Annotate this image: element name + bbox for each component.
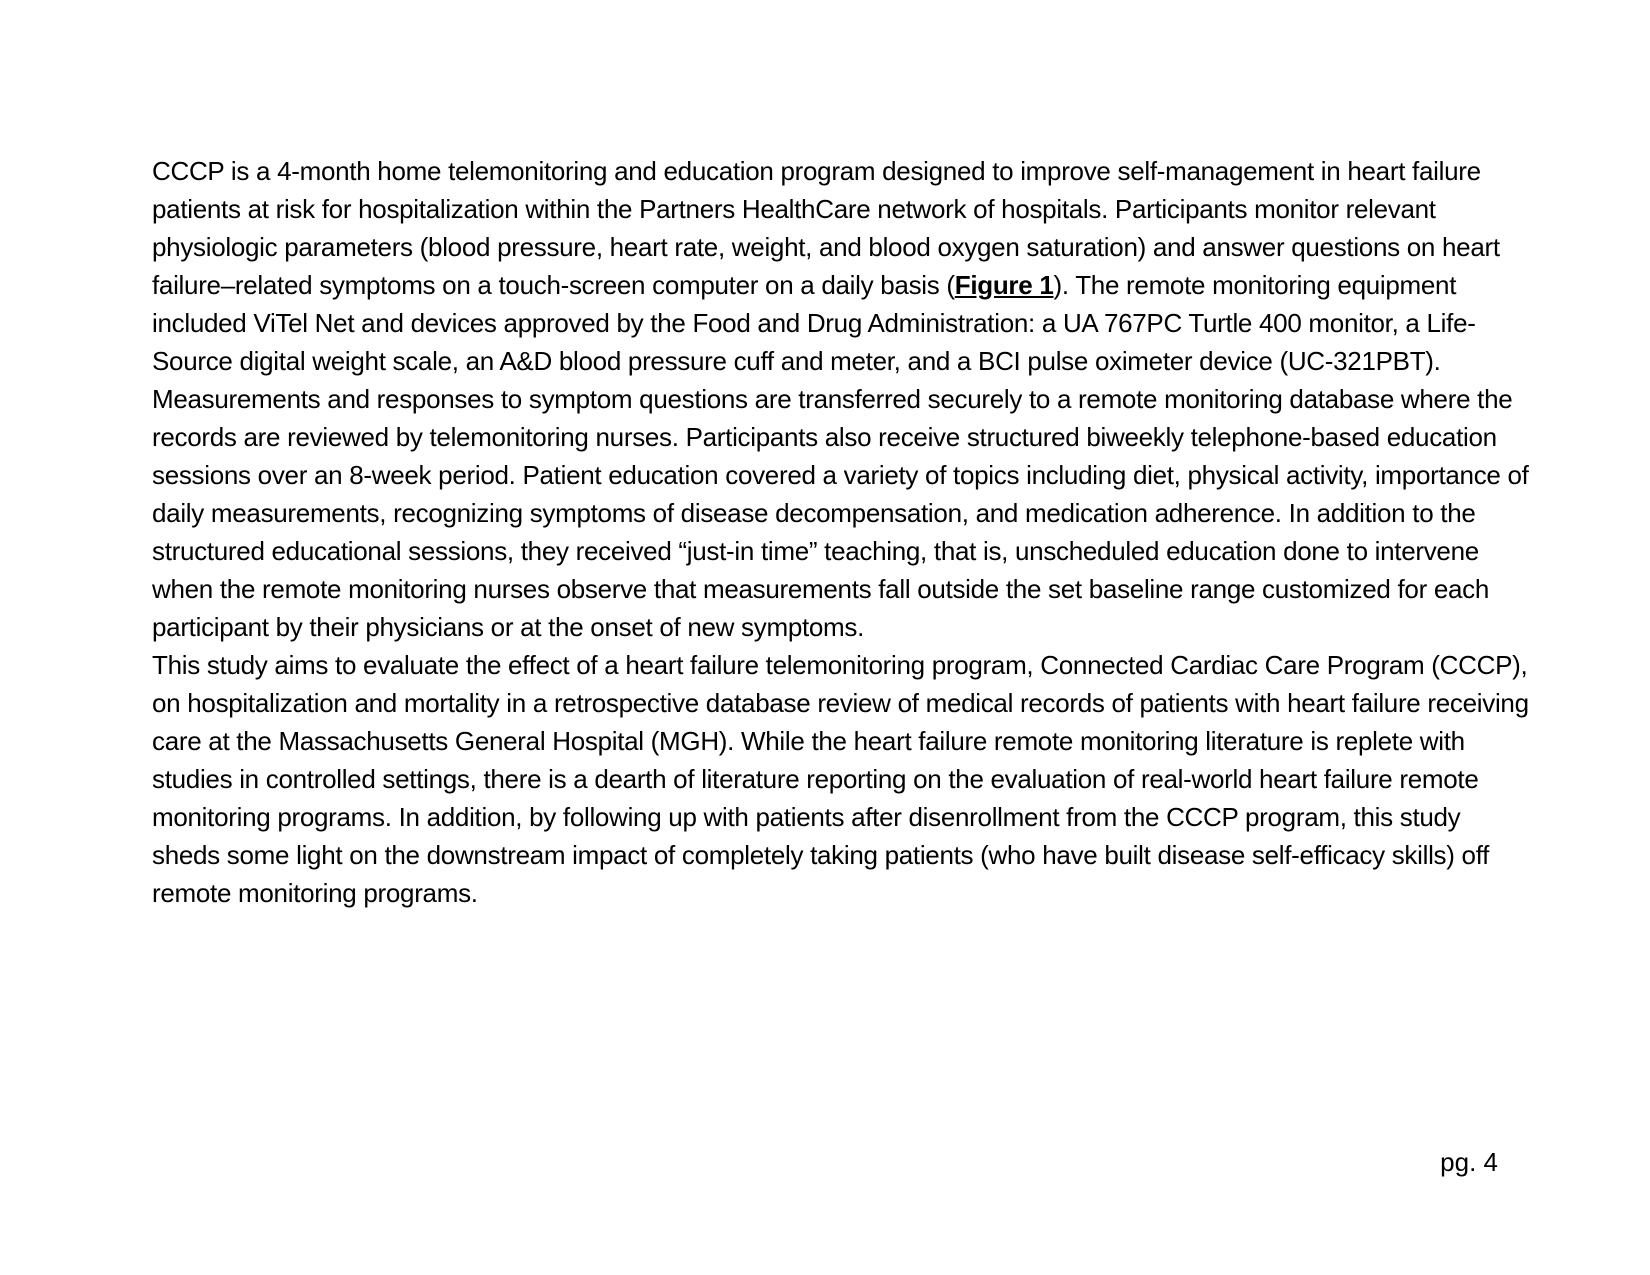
page-number: pg. 4 bbox=[1440, 1147, 1498, 1177]
paragraph-study-aims: This study aims to evaluate the effect of a heart failure telemonitoring program, Connected Cardiac Care Program (CCCP), on hospitalization and mortality in a retrospective database review of medical records of patients with heart failure receiving care at the Massachusetts General Hospital (MGH). While the heart failure remote monitoring literature is replete with studies in controlled settings, there is a dearth of literature reporting on the evaluation of real-world heart failure remote monitoring programs. In addition, by following up with patients after disenrollment from the CCCP program, this study sheds some light on the downstream impact of completely taking patients (who have built disease self-efficacy skills) off remote monitoring programs. bbox=[152, 650, 1529, 908]
body-text bbox=[152, 152, 1532, 912]
figure-1-link[interactable]: Figure 1 bbox=[954, 270, 1054, 300]
paragraph-1-text-end: ). The remote monitoring equipment included ViTel Net and devices approved by the Food and Drug Administration: a UA 767PC Turtle 400 monitor, a Life-Source digital weight scale, an A&D blood pressure cuff and meter, and a BCI pulse oximeter device (UC-321PBT). Measurements and responses to symptom questions are transferred securely to a remote monitoring database where the records are reviewed by telemonitoring nurses. Participants also receive structured biweekly telephone-based education sessions over an 8-week period. Patient education covered a variety of topics including diet, physical activity, importance of daily measurements, recognizing symptoms of disease decompensation, and medication adherence. In addition to the structured educational sessions, they received “just-in time” teaching, that is, unscheduled education done to intervene when the remote monitoring nurses observe that measurements fall outside the set baseline range customized for each participant by their physicians or at the onset of new symptoms. bbox=[152, 270, 1529, 642]
paragraph-1-text-start: CCCP is a 4-month home telemonitoring and education program designed to improve self-management in heart failure patients at risk for hospitalization within the Partners HealthCare network of hospitals. Participants monitor relevant physiologic parameters (blood pressure, heart rate, weight, and blood oxygen saturation) and answer questions on heart failure–related symptoms on a touch-screen computer on a daily basis ( bbox=[152, 156, 1500, 300]
paragraph-program-description bbox=[152, 152, 1532, 646]
